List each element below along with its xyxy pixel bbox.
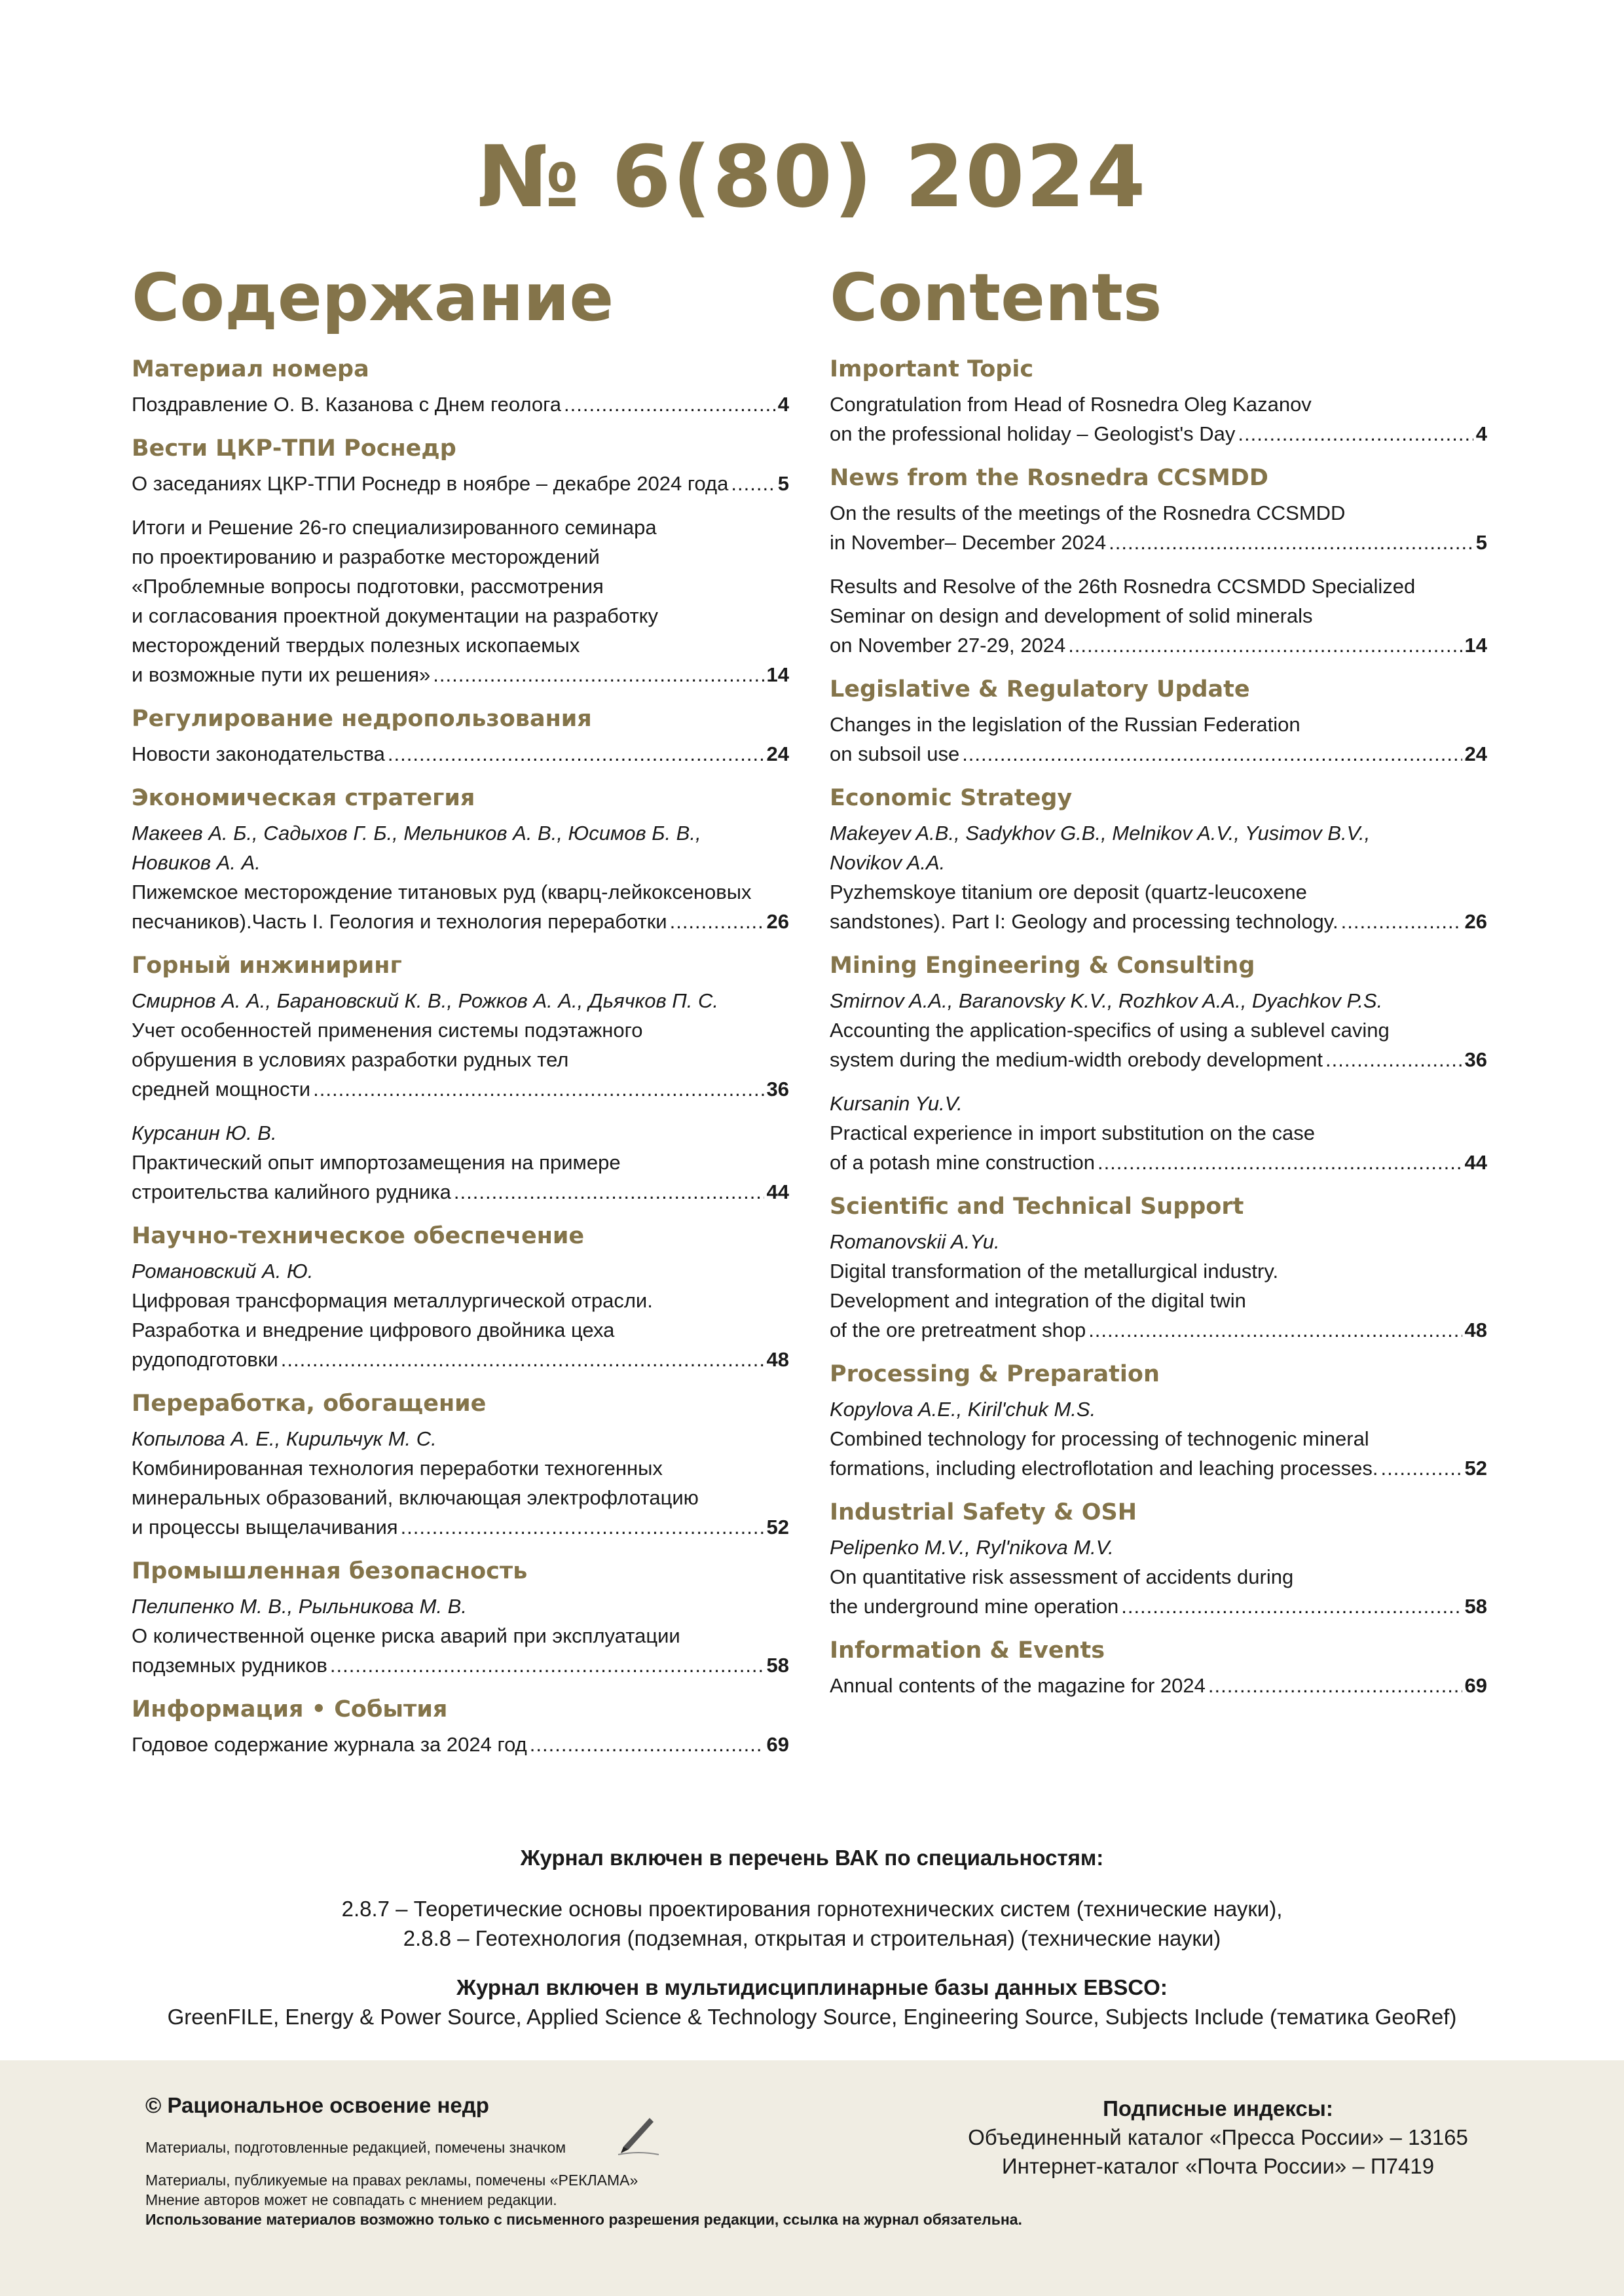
toc-section — [830, 1637, 1487, 1700]
dot-leader — [1208, 1671, 1462, 1700]
entry-authors: Курсанин Ю. В. — [132, 1121, 277, 1144]
entry-title-line: of a potash mine construction — [830, 1151, 1095, 1174]
entry-last-line — [132, 907, 789, 936]
page-number: 48 — [1464, 1319, 1487, 1341]
entry-last-line — [132, 660, 789, 689]
section-title: Регулирование недропользования — [132, 706, 592, 732]
vak-specialty-2: 2.8.8 – Геотехнология (подземная, открытая и строительная) (технические науки) — [403, 1926, 1221, 1950]
toc-section — [830, 1499, 1487, 1621]
section-title: Экономическая стратегия — [132, 785, 475, 811]
entry-title-line: Учет особенностей применения системы подэтажного — [132, 1019, 643, 1042]
entry-last-line — [132, 1512, 789, 1542]
toc-entry — [830, 1671, 1487, 1700]
section-title: Вести ЦКР-ТПИ Роснедр — [132, 435, 456, 462]
dot-leader — [330, 1650, 764, 1680]
page-number: 52 — [1464, 1457, 1487, 1480]
section-title: Переработка, обогащение — [132, 1391, 487, 1417]
entry-title-line: песчаников).Часть I. Геология и технология переработки — [132, 910, 667, 933]
entry-title-line: Results and Resolve of the 26th Rosnedra CCSMDD Specialized — [830, 575, 1416, 598]
entry-last-line — [132, 1730, 789, 1759]
section-title: Mining Engineering & Consulting — [830, 953, 1255, 979]
dot-leader — [433, 660, 764, 689]
page-number: 58 — [766, 1654, 789, 1677]
subscription-index-2: Интернет-каталог «Почта России» – П7419 — [1001, 2154, 1435, 2178]
entry-title-line: Новости законодательства — [132, 742, 385, 765]
dot-leader — [388, 739, 764, 769]
dot-leader — [313, 1074, 764, 1104]
section-title: Information & Events — [830, 1637, 1105, 1664]
page-number: 5 — [777, 472, 789, 495]
entry-authors: Романовский А. Ю. — [132, 1260, 314, 1283]
vak-heading: Журнал включен в перечень ВАК по специальностям: — [520, 1846, 1104, 1870]
editorial-note: Материалы, подготовленные редакцией, помечены значком — [145, 2139, 566, 2156]
entry-title-line: On quantitative risk assessment of accidents during — [830, 1565, 1294, 1588]
entry-last-line — [830, 1453, 1487, 1483]
section-title: Горный инжиниринг — [132, 953, 402, 979]
page-number: 48 — [766, 1348, 789, 1371]
page-number: 36 — [1464, 1048, 1487, 1071]
entry-title-line: Разработка и внедрение цифрового двойника цеха — [132, 1319, 615, 1341]
section-title: Материал номера — [132, 356, 369, 382]
page-number: 14 — [1464, 634, 1487, 657]
entry-title-line: строительства калийного рудника — [132, 1180, 451, 1203]
toc-section — [132, 784, 789, 936]
toc-entry — [132, 513, 789, 689]
entry-title-line: the underground mine operation — [830, 1595, 1119, 1618]
entry-last-line — [132, 1177, 789, 1207]
entry-last-line — [132, 390, 789, 419]
page-number: 44 — [766, 1180, 789, 1203]
entry-title-line: и согласования проектной документации на разработку — [132, 604, 659, 627]
contents-heading-en: Contents — [830, 259, 1162, 336]
entry-title-line: Итоги и Решение 26-го специализированного семинара — [132, 516, 657, 539]
entry-last-line — [830, 1592, 1487, 1621]
entry-last-line — [830, 907, 1487, 936]
entry-authors: Smirnov A.A., Baranovsky K.V., Rozhkov A.A., Dyachkov P.S. — [830, 989, 1383, 1012]
dot-leader — [962, 739, 1462, 769]
sections-ru — [132, 355, 789, 1759]
entry-title-line: Цифровая трансформация металлургической отрасли. — [132, 1289, 653, 1312]
toc-section — [830, 355, 1487, 448]
entry-title-line: О количественной оценке риска аварий при эксплуатации — [132, 1624, 680, 1647]
dot-leader — [670, 907, 764, 936]
dot-leader — [1068, 630, 1462, 660]
entry-title-line: и процессы выщелачивания — [132, 1516, 398, 1539]
entry-authors: Kursanin Yu.V. — [830, 1092, 963, 1115]
entry-authors: Novikov A.A. — [830, 851, 946, 874]
section-title: Economic Strategy — [830, 785, 1073, 811]
page-number: 26 — [766, 910, 789, 933]
entry-authors: Макеев А. Б., Садыхов Г. Б., Мельников А. В., Юсимов Б. В., — [132, 822, 701, 845]
entry-title-line: подземных рудников — [132, 1654, 327, 1677]
toc-entry — [830, 710, 1487, 769]
toc-entry — [830, 1227, 1487, 1345]
dot-leader — [530, 1730, 764, 1759]
entry-last-line — [830, 630, 1487, 660]
dot-leader — [731, 469, 775, 498]
dot-leader — [1341, 907, 1462, 936]
entry-title-line: Комбинированная технология переработки техногенных — [132, 1457, 663, 1480]
entry-authors: Makeyev A.B., Sadykhov G.B., Melnikov A.V., Yusimov B.V., — [830, 822, 1371, 845]
vak-specialty-1: 2.8.7 – Теоретические основы проектирования горнотехнических систем (технические науки), — [341, 1897, 1283, 1921]
section-title: Industrial Safety & OSH — [830, 1499, 1137, 1525]
toc-entry — [830, 818, 1487, 936]
toc-entry — [132, 1118, 789, 1207]
page-number: 14 — [766, 663, 789, 686]
entry-title-line: по проектированию и разработке месторождений — [132, 545, 600, 568]
entry-last-line — [132, 469, 789, 498]
dot-leader — [1238, 419, 1473, 448]
entry-last-line — [830, 1045, 1487, 1074]
subscription-heading: Подписные индексы: — [1103, 2096, 1333, 2121]
contents-russian — [132, 259, 789, 1775]
toc-entry — [830, 986, 1487, 1074]
toc-entry — [830, 572, 1487, 660]
entry-last-line — [830, 1671, 1487, 1700]
entry-title-line: On the results of the meetings of the Rosnedra CCSMDD — [830, 501, 1346, 524]
ebsco-databases: GreenFILE, Energy & Power Source, Applied Science & Technology Source, Engineering Source, Subjects Include (тематика GeoRef) — [167, 2005, 1457, 2029]
toc-entry — [132, 739, 789, 769]
entry-title-line: on November 27-29, 2024 — [830, 634, 1066, 657]
page-number: 52 — [766, 1516, 789, 1539]
section-title: Legislative & Regulatory Update — [830, 676, 1250, 702]
entry-title-line: on the professional holiday – Geologist's Day — [830, 422, 1236, 445]
entry-title-line: Seminar on design and development of solid minerals — [830, 604, 1313, 627]
toc-section — [132, 355, 789, 419]
entry-title-line: рудоподготовки — [132, 1348, 278, 1371]
entry-title-line: in November– December 2024 — [830, 531, 1107, 554]
ebsco-heading: Журнал включен в мультидисциплинарные базы данных EBSCO: — [456, 1975, 1168, 1999]
entry-title-line: Congratulation from Head of Rosnedra Oleg Kazanov — [830, 393, 1312, 416]
toc-entry — [132, 1592, 789, 1680]
entry-last-line — [830, 1315, 1487, 1345]
page-number: 24 — [766, 742, 789, 765]
dot-leader — [1325, 1045, 1462, 1074]
section-title: Important Topic — [830, 356, 1034, 382]
entry-title-line: Pyzhemskoye titanium ore deposit (quartz-leucoxene — [830, 881, 1307, 903]
entry-title-line: Changes in the legislation of the Russian Federation — [830, 713, 1301, 736]
toc-entry — [830, 498, 1487, 557]
toc-section — [830, 464, 1487, 660]
toc-entry — [830, 1089, 1487, 1177]
entry-title-line: of the ore pretreatment shop — [830, 1319, 1086, 1341]
dot-leader — [1380, 1453, 1462, 1483]
sections-en — [830, 355, 1487, 1700]
page-number: 5 — [1475, 531, 1487, 554]
subscription-index-1: Объединенный каталог «Пресса России» – 13165 — [968, 2125, 1468, 2149]
entry-last-line — [830, 528, 1487, 557]
toc-entry — [830, 1394, 1487, 1483]
entry-authors: Пелипенко М. В., Рыльникова М. В. — [132, 1595, 467, 1618]
usage-note: Использование материалов возможно только с письменного разрешения редакции, ссылка на журнал обязательна. — [145, 2211, 1022, 2228]
entry-authors: Смирнов А. А., Барановский К. В., Рожков А. А., Дьячков П. С. — [132, 989, 718, 1012]
contents-heading-ru: Содержание — [132, 259, 614, 336]
entry-title-line: system during the medium-width orebody development — [830, 1048, 1323, 1071]
copyright: © Рациональное освоение недр — [145, 2093, 489, 2117]
entry-title-line: и возможные пути их решения» — [132, 663, 431, 686]
entry-title-line: минеральных образований, включающая электрофлотацию — [132, 1486, 699, 1509]
entry-title-line: Annual contents of the magazine for 2024 — [830, 1674, 1206, 1697]
entry-title-line: on subsoil use — [830, 742, 960, 765]
entry-title-line: обрушения в условиях разработки рудных тел — [132, 1048, 569, 1071]
entry-authors: Pelipenko M.V., Ryl'nikova M.V. — [830, 1536, 1114, 1559]
entry-last-line — [830, 739, 1487, 769]
toc-section — [830, 1193, 1487, 1345]
toc-entry — [830, 390, 1487, 448]
page-number: 69 — [766, 1733, 789, 1756]
entry-title-line: средней мощности — [132, 1078, 311, 1101]
entry-last-line — [132, 1650, 789, 1680]
dot-leader — [281, 1345, 764, 1374]
entry-last-line — [132, 1345, 789, 1374]
page-number: 4 — [777, 393, 789, 416]
toc-section — [830, 784, 1487, 936]
toc-section — [830, 952, 1487, 1177]
section-title: Научно-техническое обеспечение — [132, 1223, 585, 1249]
toc-section — [132, 1696, 789, 1759]
entry-title-line: Development and integration of the digital twin — [830, 1289, 1246, 1312]
dot-leader — [1109, 528, 1473, 557]
entry-title-line: sandstones). Part I: Geology and processing technology. — [830, 910, 1338, 933]
dot-leader — [401, 1512, 764, 1542]
toc-entry — [132, 1730, 789, 1759]
entry-last-line — [132, 739, 789, 769]
entry-authors: Romanovskii A.Yu. — [830, 1230, 1000, 1253]
section-title: News from the Rosnedra CCSMDD — [830, 465, 1268, 491]
toc-section — [132, 1558, 789, 1680]
entry-title-line: О заседаниях ЦКР-ТПИ Роснедр в ноябре – декабре 2024 года — [132, 472, 729, 495]
entry-title-line: Accounting the application-specifics of using a sublevel caving — [830, 1019, 1390, 1042]
page-number: 36 — [766, 1078, 789, 1101]
entry-title-line: Годовое содержание журнала за 2024 год — [132, 1733, 527, 1756]
section-title: Информация • События — [132, 1696, 448, 1722]
toc-entry — [132, 818, 789, 936]
page-number: 4 — [1475, 422, 1487, 445]
contents-english — [830, 259, 1487, 1716]
entry-title-line: Digital transformation of the metallurgical industry. — [830, 1260, 1279, 1283]
toc-section — [132, 1222, 789, 1374]
entry-title-line: Поздравление О. В. Казанова с Днем геолога — [132, 393, 561, 416]
entry-last-line — [830, 419, 1487, 448]
toc-entry — [132, 469, 789, 498]
dot-leader — [564, 390, 775, 419]
dot-leader — [454, 1177, 764, 1207]
toc-section — [132, 435, 789, 689]
entry-title-line: Пижемское месторождение титановых руд (кварц-лейкоксеновых — [132, 881, 752, 903]
footer — [0, 2060, 1624, 2296]
section-title: Промышленная безопасность — [132, 1558, 528, 1584]
entry-title-line: formations, including electroflotation and leaching processes. — [830, 1457, 1378, 1480]
dot-leader — [1121, 1592, 1462, 1621]
toc-entry — [132, 1424, 789, 1542]
page-number: 26 — [1464, 910, 1487, 933]
section-title: Scientific and Technical Support — [830, 1194, 1244, 1220]
page-number: 58 — [1464, 1595, 1487, 1618]
dot-leader — [1098, 1148, 1462, 1177]
toc-entry — [132, 390, 789, 419]
entry-authors: Копылова А. Е., Кирильчук М. С. — [132, 1427, 437, 1450]
entry-last-line — [830, 1148, 1487, 1177]
entry-title-line: Практический опыт импортозамещения на примере — [132, 1151, 621, 1174]
advertising-note: Материалы, публикуемые на правах рекламы, помечены «РЕКЛАМА» — [145, 2172, 638, 2189]
page-number: 24 — [1464, 742, 1487, 765]
entry-title-line: месторождений твердых полезных ископаемых — [132, 634, 580, 657]
toc-section — [830, 676, 1487, 769]
dot-leader — [1088, 1315, 1462, 1345]
entry-title-line: Practical experience in import substitution on the case — [830, 1121, 1315, 1144]
opinion-note: Мнение авторов может не совпадать с мнением редакции. — [145, 2191, 557, 2208]
page-number: 44 — [1464, 1151, 1487, 1174]
entry-title-line: Combined technology for processing of technogenic mineral — [830, 1427, 1369, 1450]
toc-entry — [132, 1256, 789, 1374]
entry-last-line — [132, 1074, 789, 1104]
pen-nib-icon — [616, 2114, 661, 2157]
page-number: 69 — [1464, 1674, 1487, 1697]
toc-section — [830, 1360, 1487, 1483]
entry-authors: Новиков А. А. — [132, 851, 261, 874]
toc-section — [132, 1390, 789, 1542]
toc-section — [132, 705, 789, 769]
entry-title-line: «Проблемные вопросы подготовки, рассмотрения — [132, 575, 604, 598]
section-title: Processing & Preparation — [830, 1361, 1160, 1387]
toc-section — [132, 952, 789, 1207]
toc-entry — [132, 986, 789, 1104]
toc-entry — [830, 1533, 1487, 1621]
issue-number: № 6(80) 2024 — [477, 127, 1147, 227]
entry-authors: Kopylova A.E., Kiril'chuk M.S. — [830, 1398, 1096, 1421]
